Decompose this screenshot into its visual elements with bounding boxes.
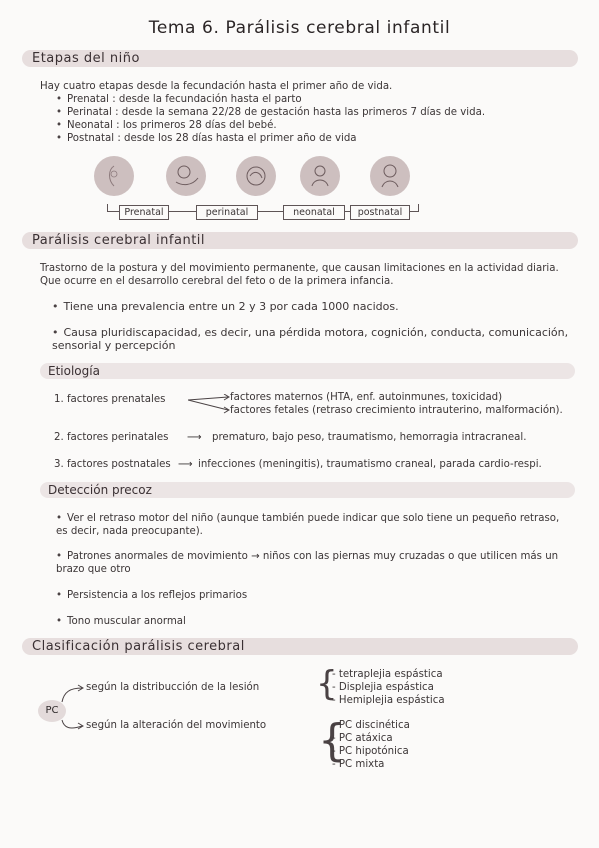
section-heading: Clasificación parálisis cerebral: [32, 639, 245, 654]
stage-neonatal: neonatal: [283, 205, 345, 220]
section-heading: Detección precoz: [48, 483, 152, 497]
arrow-icon: ⟶: [178, 459, 193, 470]
list-item: • Ver el retraso motor del niño (aunque también puede indicar que solo tiene un pequeño retraso, es decir, nada preocupante).: [56, 512, 566, 538]
factor-detail: factores fetales (retraso crecimiento intrauterino, malformación).: [230, 405, 563, 416]
subtype: - Displejia espástica: [332, 682, 434, 693]
section-heading: Parálisis cerebral infantil: [32, 233, 206, 248]
factor-detail: prematuro, bajo peso, traumatismo, hemorragia intracraneal.: [212, 432, 527, 443]
list-item: • Prenatal : desde la fecundación hasta el parto: [56, 93, 302, 106]
factor-detail: factores maternos (HTA, enf. autoinmunes, toxicidad): [230, 392, 503, 403]
factor-label: 1. factores prenatales: [54, 394, 166, 405]
list-item: • Tono muscular anormal: [56, 615, 186, 628]
list-item: • Neonatal : los primeros 28 días del bebé.: [56, 119, 277, 132]
postnatal-illustration-1: [300, 156, 340, 196]
list-item: • Tiene una prevalencia entre un 2 y 3 por cada 1000 nacidos.: [52, 300, 399, 313]
section-band-etapas: [22, 50, 578, 67]
section-heading: Etapas del niño: [32, 51, 140, 66]
factor-detail: infecciones (meningitis), traumatismo craneal, parada cardio-respi.: [198, 459, 542, 470]
prenatal-illustration: [94, 156, 134, 196]
branch-label: según la distribucción de la lesión: [86, 682, 260, 693]
section-band-clasificacion: [22, 638, 578, 655]
neonatal-illustration: [236, 156, 276, 196]
section-band-pci: [22, 232, 578, 249]
timeline-segment: [168, 211, 196, 212]
page-title: Tema 6. Parálisis cerebral infantil: [148, 18, 451, 38]
stage-prenatal: Prenatal: [119, 205, 169, 220]
factor-label: 2. factores perinatales: [54, 432, 169, 443]
branch-label: según la alteración del movimiento: [86, 720, 267, 731]
stage-timeline-end: [418, 204, 419, 212]
postnatal-illustration-2: [370, 156, 410, 196]
classification-connectors: [56, 684, 86, 734]
subtype: - PC hipotónica: [332, 746, 409, 757]
perinatal-illustration: [166, 156, 206, 196]
list-item: • Causa pluridiscapacidad, es decir, una pérdida motora, cognición, conducta, comunicación, sensorial y percepción: [52, 326, 572, 352]
arrow-icon: ⟶: [187, 432, 202, 443]
section-heading: Etiología: [48, 364, 100, 378]
section-band-etiologia: [40, 363, 575, 379]
section-band-deteccion: [40, 482, 575, 498]
pci-definition: Trastorno de la postura y del movimiento permanente, que causan limitaciones en la actividad diaria. Que ocurre en el desarrollo cerebral del feto o de la primera infancia.: [40, 263, 559, 287]
subtype: - tetraplejia espástica: [332, 669, 443, 680]
list-item: • Persistencia a los reflejos primarios: [56, 589, 247, 602]
brace-icon: {: [316, 664, 338, 704]
list-item: • Perinatal : desde la semana 22/28 de gestación hasta las primeros 7 días de vida.: [56, 106, 485, 119]
stage-postnatal: postnatal: [350, 205, 410, 220]
pc-root: PC: [38, 700, 66, 722]
subtype: - PC discinética: [332, 720, 410, 731]
subtype: - PC mixta: [332, 759, 385, 770]
brace-icon: {: [318, 715, 346, 766]
branch-arrows: [188, 394, 232, 416]
list-item: • Patrones anormales de movimiento → niños con las piernas muy cruzadas o que utilicen más un brazo que otro: [56, 550, 566, 576]
stage-perinatal: perinatal: [196, 205, 258, 220]
subtype: - Hemiplejia espástica: [332, 695, 445, 706]
timeline-segment: [257, 211, 283, 212]
etapas-intro: Hay cuatro etapas desde la fecundación hasta el primer año de vida.: [40, 81, 393, 92]
timeline-segment: [107, 211, 119, 212]
factor-label: 3. factores postnatales: [54, 459, 171, 470]
subtype: - PC atáxica: [332, 733, 393, 744]
list-item: • Postnatal : desde los 28 días hasta el primer año de vida: [56, 132, 357, 145]
